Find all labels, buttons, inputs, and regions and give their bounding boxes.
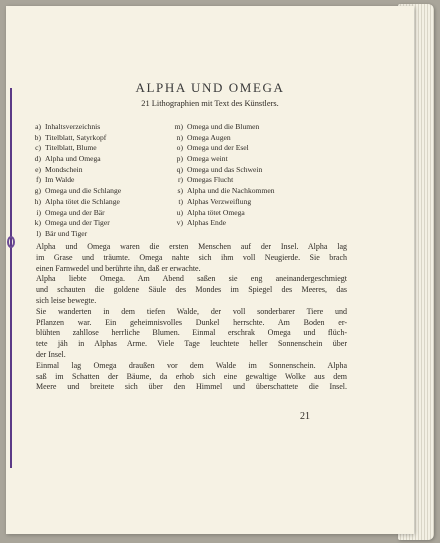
contents-item bbox=[29, 175, 121, 186]
body-line: Alpha liebte Omega. Am Abend saßen sie eng aneinandergeschmiegt bbox=[36, 274, 347, 284]
contents-item bbox=[171, 186, 275, 197]
body-line: tete jäh in Alphas Arme. Viele Tage leuchtete heller Sonnenschein über bbox=[36, 339, 347, 349]
contents-item bbox=[171, 143, 275, 154]
contents-item bbox=[29, 229, 121, 240]
body-line: Alpha und Omega waren die ersten Menschen auf der Insel. Alpha lag bbox=[36, 242, 347, 251]
contents-item-letter: h) bbox=[34, 196, 41, 206]
contents-item-letter: q) bbox=[176, 164, 183, 174]
contents-item-title: Im Walde bbox=[45, 175, 75, 185]
page-title: ALPHA UND OMEGA bbox=[135, 80, 285, 95]
contents-item-letter: d) bbox=[34, 154, 41, 164]
contents-item bbox=[29, 143, 121, 154]
contents-item-letter: p) bbox=[176, 154, 183, 164]
contents-item-letter: k) bbox=[34, 218, 41, 228]
contents-item-letter: o) bbox=[176, 143, 183, 153]
body-line: Meere und breitete sich über den Himmel und überschattete die Insel. bbox=[36, 382, 347, 392]
contents-item-letter: e) bbox=[35, 164, 41, 174]
contents-item-title: Omega Augen bbox=[187, 132, 231, 142]
contents-item-title: Omega und die Blumen bbox=[187, 122, 260, 131]
contents-item-letter: i) bbox=[36, 207, 41, 217]
body-line: saß im Schatten der Bäume, da erhob sich eine gewaltige Wolke aus dem bbox=[36, 371, 347, 381]
contents-item-letter: t) bbox=[178, 196, 183, 206]
contents-item-title: Omega und das Schwein bbox=[187, 164, 263, 174]
contents-item-title: Alpha tötet Omega bbox=[187, 207, 245, 217]
contents-item-letter: c) bbox=[35, 143, 41, 153]
contents-item-title: Alpha und Omega bbox=[45, 154, 101, 164]
contents-item bbox=[171, 197, 275, 208]
contents-item-title: Titelblatt, Satyrkopf bbox=[45, 132, 107, 142]
contents-item bbox=[29, 122, 121, 133]
contents-item bbox=[29, 186, 121, 197]
body-line: Einmal lag Omega draußen vor dem Walde im Sonnenschein. Alpha bbox=[36, 360, 347, 370]
body-line: sich leise bewegte. bbox=[36, 295, 97, 305]
contents-item bbox=[171, 154, 275, 165]
contents-list-right bbox=[171, 122, 275, 229]
body-text bbox=[36, 242, 347, 393]
binding-thread-knot bbox=[7, 236, 15, 248]
contents-item-title: Alpha tötet die Schlange bbox=[45, 196, 120, 206]
contents-item-title: Mondschein bbox=[45, 164, 83, 174]
contents-item-title: Omega und der Bär bbox=[45, 207, 105, 217]
contents-item bbox=[171, 133, 275, 144]
contents-item bbox=[29, 197, 121, 208]
contents-item-letter: b) bbox=[34, 132, 41, 142]
contents-item-title: Alphas Ende bbox=[187, 218, 227, 228]
contents-item bbox=[171, 165, 275, 176]
page-subtitle: 21 Lithographien mit Text des Künstlers. bbox=[141, 99, 279, 108]
contents-item bbox=[171, 208, 275, 219]
contents-item-letter: s) bbox=[177, 186, 183, 196]
contents-item-letter: u) bbox=[176, 207, 183, 217]
body-line: Pflanzen war. Ein geheimnisvolles Dunkel herrschte. Am Boden er- bbox=[36, 317, 347, 327]
contents-item bbox=[29, 165, 121, 176]
contents-item-title: Inhaltsverzeichnis bbox=[45, 122, 101, 131]
contents-item-title: Titelblatt, Blume bbox=[45, 143, 97, 153]
contents-item-title: Omega und der Esel bbox=[187, 143, 249, 153]
body-line: einen Farnwedel und berührte ihn, daß er erwachte. bbox=[36, 263, 201, 273]
contents-item-letter: r) bbox=[177, 175, 183, 185]
contents-item-title: Alpha und die Nachkommen bbox=[187, 186, 275, 196]
contents-item bbox=[171, 218, 275, 229]
body-line: der Insel. bbox=[36, 349, 66, 359]
contents-item bbox=[29, 208, 121, 219]
contents-item-title: Omega und die Schlange bbox=[45, 186, 122, 196]
contents-list-left bbox=[29, 122, 121, 240]
contents-item-letter: m) bbox=[174, 122, 183, 131]
binding-thread bbox=[10, 88, 12, 468]
contents-item-title: Alphas Verzweiflung bbox=[187, 196, 252, 206]
contents-item bbox=[171, 122, 275, 133]
contents-item-letter: a) bbox=[35, 122, 41, 131]
contents-item-title: Bär und Tiger bbox=[45, 228, 88, 238]
page-number: 21 bbox=[300, 411, 310, 422]
contents-item bbox=[29, 154, 121, 165]
contents-item-title: Omega und der Tiger bbox=[45, 218, 110, 228]
contents-item-letter: g) bbox=[34, 186, 41, 196]
contents-item-letter: v) bbox=[176, 218, 183, 228]
body-line: im Grase und träumte. Omega nahte sich ihm voll Neugierde. Sie brach bbox=[36, 252, 347, 262]
contents-item-title: Omega weint bbox=[187, 154, 228, 164]
contents-item-title: Omegas Flucht bbox=[187, 175, 234, 185]
contents-item-letter: n) bbox=[176, 132, 183, 142]
contents-item-letter: l) bbox=[36, 228, 41, 238]
contents-item-letter: f) bbox=[35, 175, 41, 185]
body-line: und schauten die goldene Säule des Mondes im Spiegel des Meeres, das bbox=[36, 285, 347, 295]
contents-item bbox=[171, 175, 275, 186]
contents-item bbox=[29, 133, 121, 144]
contents-item bbox=[29, 218, 121, 229]
body-line: Sie wanderten in dem tiefen Walde, der voll sonderbarer Tiere und bbox=[36, 306, 347, 316]
body-line: blühten zahllose herrliche Blumen. Einmal erschrak Omega und flüch- bbox=[36, 328, 347, 338]
